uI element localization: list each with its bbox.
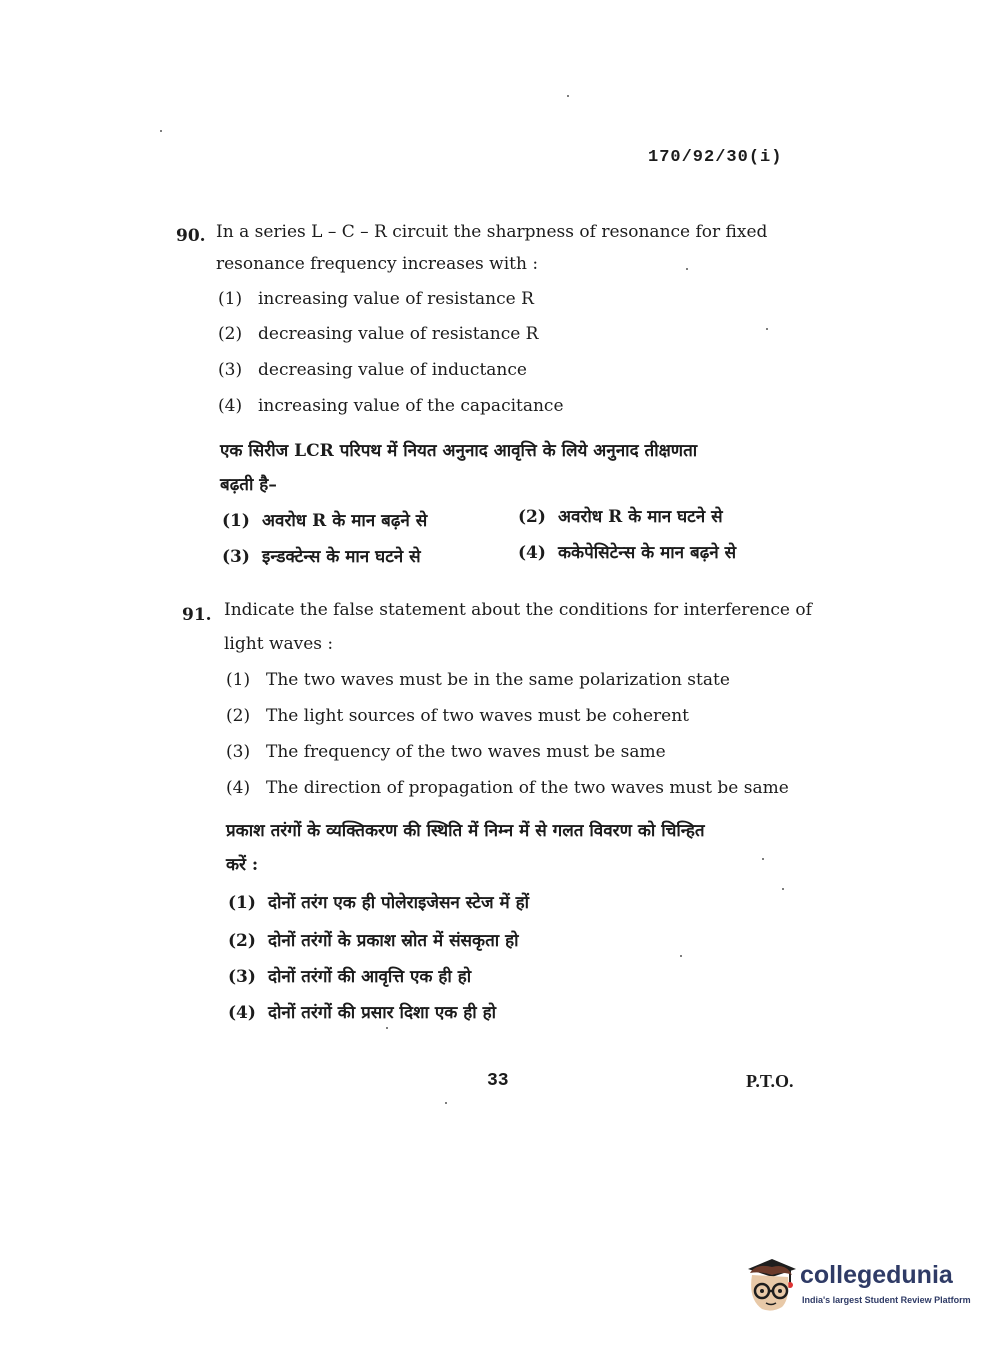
scan-speck [782, 888, 784, 890]
scan-speck [766, 328, 768, 330]
question-text-en: In a series L – C – R circuit the sharpness of resonance for fixed [216, 222, 768, 242]
option-en: (4) The direction of propagation of the two waves must be same [226, 778, 789, 798]
question-text-hi: बढ़ती है– [220, 475, 277, 495]
question-text-en: Indicate the false statement about the conditions for interference of [224, 600, 812, 620]
brand-tagline: India's largest Student Review Platform [802, 1295, 971, 1305]
question-text-en: light waves : [224, 634, 334, 654]
mascot-icon [742, 1255, 800, 1315]
question-number: 91. [182, 605, 212, 625]
option-hi: (3) दोनों तरंगों की आवृत्ति एक ही हो [228, 967, 472, 987]
option-hi: (2) दोनों तरंगों के प्रकाश स्रोत में संसकृता हो [228, 931, 519, 951]
scan-speck [160, 130, 162, 132]
scan-speck [445, 1102, 447, 1104]
collegedunia-logo [742, 1255, 972, 1315]
question-text-en: resonance frequency increases with : [216, 254, 539, 274]
paper-code: 170/92/30(i) [648, 148, 783, 167]
scan-speck [762, 858, 764, 860]
option-en: (3) The frequency of the two waves must be same [226, 742, 666, 762]
option-hi: (4) दोनों तरंगों की प्रसार दिशा एक ही हो [228, 1003, 497, 1023]
option-en: (2) The light sources of two waves must be coherent [226, 706, 689, 726]
question-number: 90. [176, 226, 206, 246]
scan-speck [686, 268, 688, 270]
option-hi: (3) इन्डक्टेन्स के मान घटने से [222, 547, 421, 567]
option-hi: (2) अवरोध R के मान घटने से [518, 507, 723, 527]
question-text-hi: करें : [226, 855, 259, 875]
question-text-hi: एक सिरीज LCR परिपथ में नियत अनुनाद आवृत्ति के लिये अनुनाद तीक्षणता [220, 441, 698, 461]
option-hi: (4) ककेपेसिटेन्स के मान बढ़ने से [518, 543, 737, 563]
scan-speck [386, 1027, 388, 1029]
scan-speck [567, 95, 569, 97]
option-hi: (1) अवरोध R के मान बढ़ने से [222, 511, 428, 531]
pto-label: P.T.O. [746, 1071, 794, 1091]
scan-speck [680, 955, 682, 957]
option-hi: (1) दोनों तरंग एक ही पोलेराइजेसन स्टेज में हों [228, 893, 530, 913]
option-en: (3) decreasing value of inductance [218, 360, 527, 380]
option-en: (1) increasing value of resistance R [218, 289, 534, 309]
option-en: (1) The two waves must be in the same polarization state [226, 670, 730, 690]
option-en: (2) decreasing value of resistance R [218, 324, 539, 344]
page-number: 33 [487, 1071, 509, 1091]
question-text-hi: प्रकाश तरंगों के व्यक्तिकरण की स्थिति में निम्न में से गलत विवरण को चिन्हित [226, 821, 705, 841]
option-en: (4) increasing value of the capacitance [218, 396, 564, 416]
brand-name: collegedunia [800, 1261, 953, 1289]
